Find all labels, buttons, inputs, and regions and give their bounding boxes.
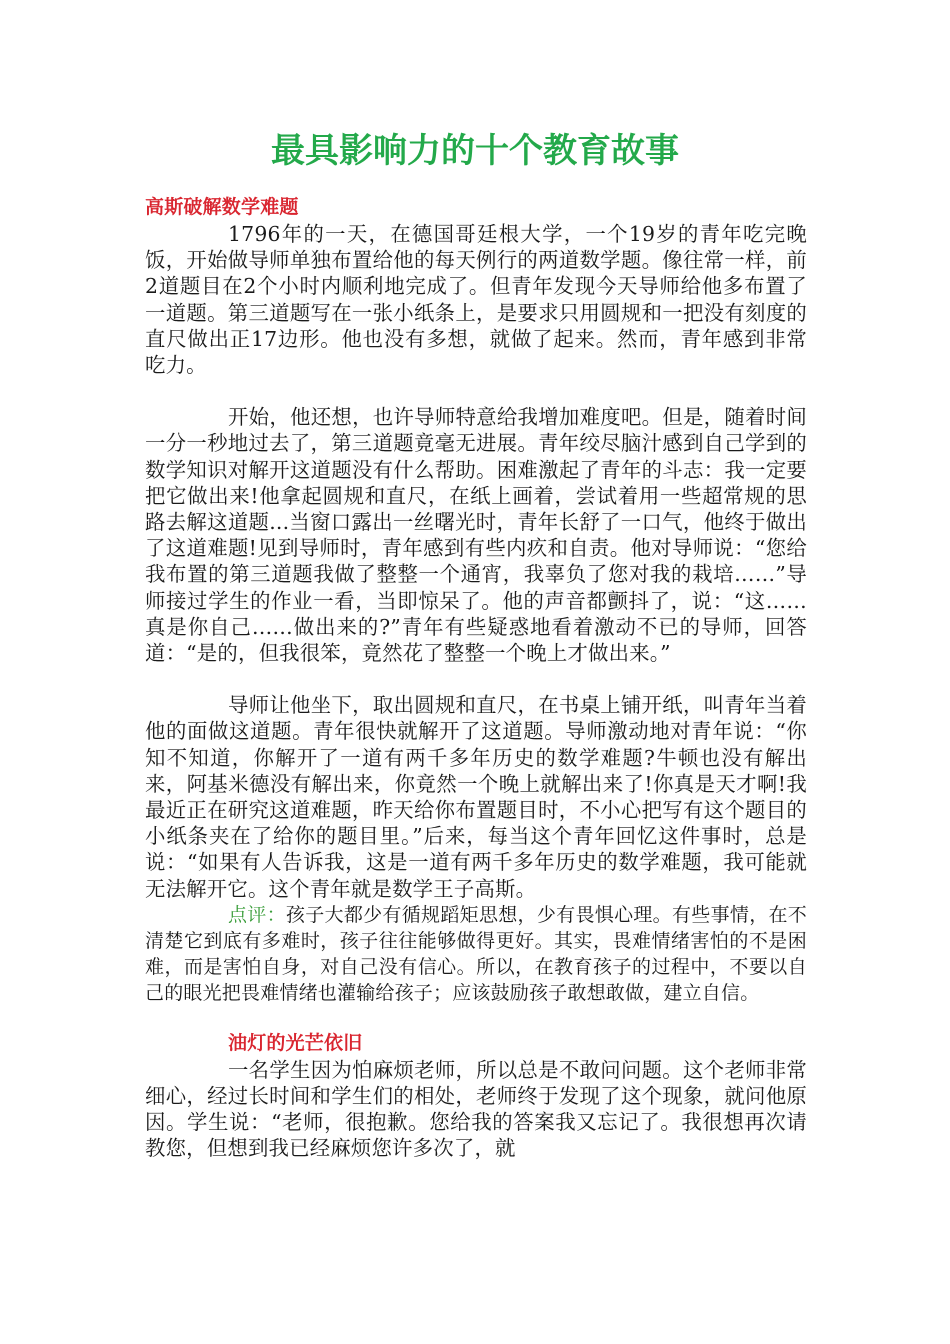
story-heading-gauss: 高斯破解数学难题 bbox=[145, 196, 299, 218]
commentary-text: 孩子大都少有循规蹈矩思想，少有畏惧心理。有些事情，在不清楚它到底有多难时，孩子往往能够做得更好。其实，畏难情绪害怕的不是困难，而是害怕自身，对自己没有信心。所以，在教育孩子的过程中，不要以自己的眼光把畏难情绪也灌输给孩子；应该鼓励孩子敢想敢做，建立自信。 bbox=[145, 903, 807, 1005]
paragraph: 导师让他坐下，取出圆规和直尺，在书桌上铺开纸，叫青年当着他的面做这道题。青年很快就解开了这道题。导师激动地对青年说：“你知不知道，你解开了一道有两千多年历史的数学难题?牛顿也没有解出来，阿基米德没有解出来，你竟然一个晚上就解出来了!你真是天才啊!我最近正在研究这道难题，昨天给你布置题目时，不小心把写有这个题目的小纸条夹在了给你的题目里。”后来，每当这个青年回忆这件事时，总是说：“如果有人告诉我，这是一道有两千多年历史的数学难题，我可能就无法解开它。这个青年就是数学王子高斯。 bbox=[145, 693, 807, 901]
section-spacer bbox=[145, 1007, 807, 1029]
paragraph: 1796年的一天，在德国哥廷根大学，一个19岁的青年吃完晚饭，开始做导师单独布置给他的每天例行的两道数学题。像往常一样，前2道题目在2个小时内顺利地完成了。但青年发现今天导师给他多布置了一道题。第三道题写在一张小纸条上，是要求只用圆规和一把没有刻度的直尺做出正17边形。他也没有多想，就做了起来。然而，青年感到非常吃力。 bbox=[145, 222, 807, 378]
document-body bbox=[145, 193, 807, 1162]
paragraph-spacer bbox=[145, 378, 807, 404]
paragraph: 开始，他还想，也许导师特意给我增加难度吧。但是，随着时间一分一秒地过去了，第三道题竟毫无进展。青年绞尽脑汁感到自己学到的数学知识对解开这道题没有什么帮助。困难激起了青年的斗志：我一定要把它做出来!他拿起圆规和直尺，在纸上画着，尝试着用一些超常规的思路去解这道题...当窗口露出一丝曙光时，青年长舒了一口气，他终于做出了这道难题!见到导师时，青年感到有些内疚和自责。他对导师说：“您给我布置的第三道题我做了整整一个通宵，我辜负了您对我的栽培……”导师接过学生的作业一看，当即惊呆了。他的声音都颤抖了，说：“这……真是你自己……做出来的?”青年有些疑惑地看着激动不已的导师，回答道：“是的，但我很笨，竟然花了整整一个晚上才做出来。” bbox=[145, 405, 807, 666]
paragraph: 一名学生因为怕麻烦老师，所以总是不敢问问题。这个老师非常细心，经过长时间和学生们的相处，老师终于发现了这个现象，就问他原因。学生说：“老师，很抱歉。您给我的答案我又忘记了。我很想再次请教您，但想到我已经麻烦您许多次了，就 bbox=[145, 1057, 807, 1161]
paragraph-spacer bbox=[145, 666, 807, 692]
story-heading-oil-lamp: 油灯的光芒依旧 bbox=[228, 1031, 363, 1054]
document-title: 最具影响力的十个教育故事 bbox=[271, 131, 679, 171]
commentary-label: 点评： bbox=[228, 903, 286, 926]
commentary bbox=[145, 902, 807, 1007]
